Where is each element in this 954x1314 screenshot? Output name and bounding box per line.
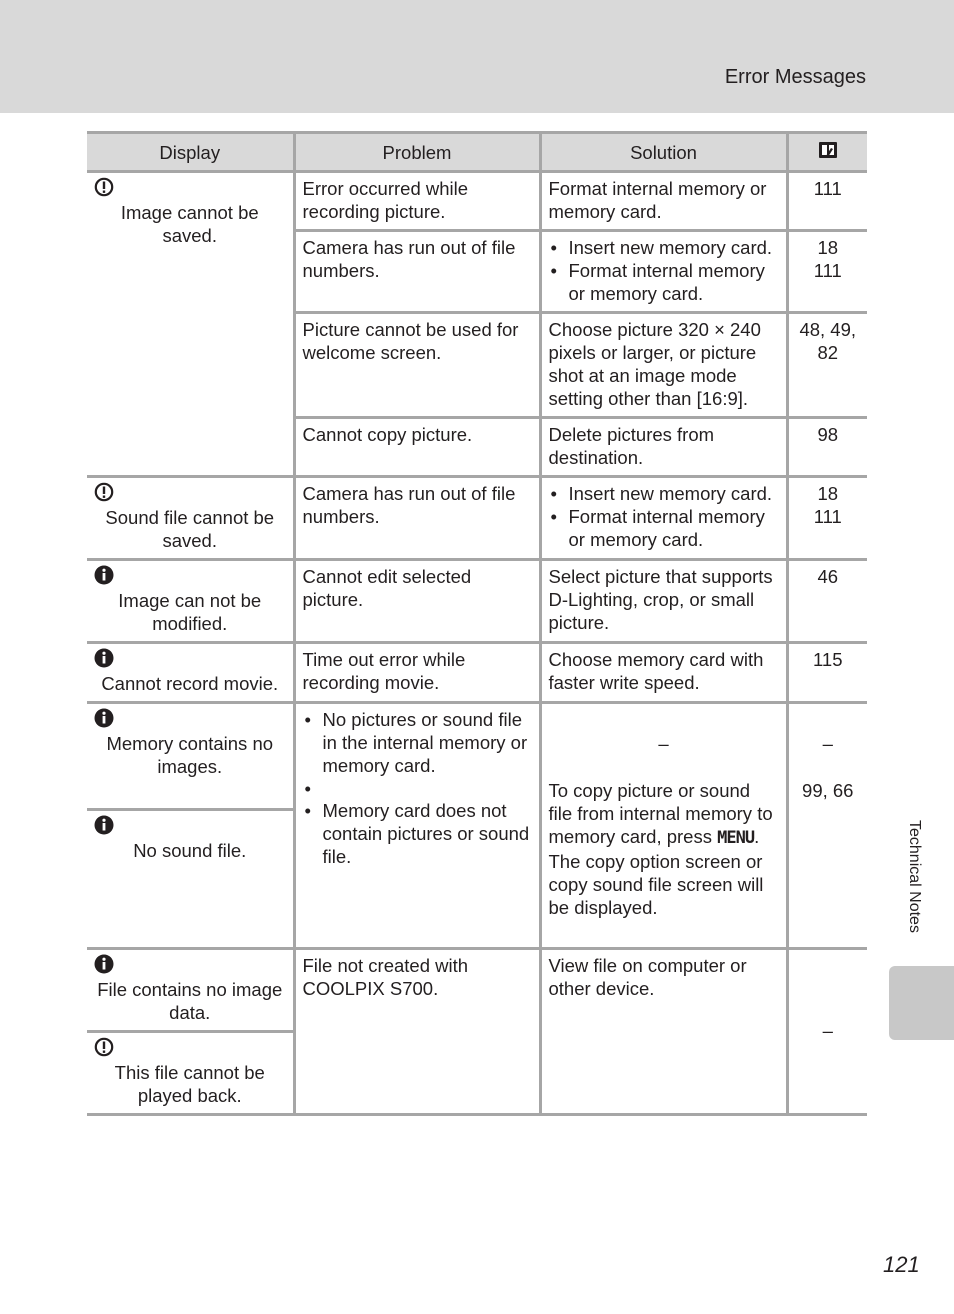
problem-cell: Time out error while recording movie. xyxy=(294,643,540,703)
display-cell xyxy=(87,1032,294,1115)
reference-page: 111 xyxy=(813,506,842,527)
problem-cell: Cannot edit selected picture. xyxy=(294,560,540,643)
reference-cell: 111 xyxy=(787,172,867,231)
column-header-display: Display xyxy=(87,133,294,172)
table-row xyxy=(87,477,867,560)
reference-cell: 46 xyxy=(787,560,867,643)
reference-cell xyxy=(787,313,867,418)
info-icon xyxy=(94,648,114,668)
column-header-solution: Solution xyxy=(540,133,787,172)
problem-bullet: • Memory card does not contain pictures or sound file. xyxy=(303,799,532,868)
column-header-problem: Problem xyxy=(294,133,540,172)
display-cell xyxy=(87,172,294,477)
solution-bullet: • Format internal memory or memory card. xyxy=(549,259,779,305)
solution-dash: – xyxy=(658,733,669,754)
display-message: File contains no image data. xyxy=(97,979,283,1023)
problem-cell: File not created with COOLPIX S700. xyxy=(294,949,540,1115)
solution-copy-instructions: To copy picture or sound file from internal memory to memory card, press MENU. The copy option screen or copy sound file screen will be displayed. xyxy=(548,780,773,918)
info-icon xyxy=(94,954,114,974)
display-cell xyxy=(87,560,294,643)
reference-page: 18 xyxy=(817,237,839,258)
problem-cell: Camera has run out of file numbers. xyxy=(294,231,540,313)
display-cell xyxy=(87,643,294,703)
display-message: Image cannot be saved. xyxy=(120,202,259,246)
warning-icon xyxy=(94,1037,114,1057)
reference-page: – xyxy=(822,733,833,754)
reference-cell xyxy=(787,231,867,313)
error-messages-table xyxy=(87,131,867,1116)
solution-bullet: • Format internal memory or memory card. xyxy=(549,505,779,551)
table-row xyxy=(87,643,867,703)
header-band xyxy=(0,0,954,113)
table-row xyxy=(87,172,867,231)
warning-icon xyxy=(94,177,114,197)
reference-cell xyxy=(787,703,867,949)
solution-cell xyxy=(540,477,787,560)
table-row xyxy=(87,949,867,1032)
table-row xyxy=(87,560,867,643)
reference-cell: 98 xyxy=(787,418,867,477)
warning-icon xyxy=(94,482,114,502)
reference-page: 48, 49, xyxy=(799,319,857,340)
table-row xyxy=(87,703,867,810)
solution-cell xyxy=(540,703,787,949)
reference-page: 99, 66 xyxy=(802,780,854,801)
reference-page: 111 xyxy=(813,260,842,281)
problem-cell: Cannot copy picture. xyxy=(294,418,540,477)
display-message: No sound file. xyxy=(133,840,247,861)
info-icon xyxy=(94,565,114,585)
info-icon xyxy=(94,708,114,728)
problem-cell: Picture cannot be used for welcome screen. xyxy=(294,313,540,418)
solution-cell: Choose picture 320 × 240 pixels or larger, or picture shot at an image mode setting other than [16:9]. xyxy=(540,313,787,418)
problem-bullet: • No pictures or sound file in the internal memory or memory card. xyxy=(303,708,532,777)
solution-cell xyxy=(540,231,787,313)
display-cell xyxy=(87,810,294,949)
solution-bullet: • Insert new memory card. xyxy=(549,482,779,505)
column-header-reference xyxy=(787,133,867,172)
problem-cell: Camera has run out of file numbers. xyxy=(294,477,540,560)
reference-cell: – xyxy=(787,949,867,1115)
display-cell xyxy=(87,703,294,810)
page-number: 121 xyxy=(883,1252,920,1277)
display-message: Sound file cannot be saved. xyxy=(105,507,275,551)
page-header-title: Error Messages xyxy=(724,66,866,88)
menu-button-icon: MENU xyxy=(717,828,755,848)
table-header-row xyxy=(87,133,867,172)
reference-page: 18 xyxy=(817,483,839,504)
info-icon xyxy=(94,815,114,835)
solution-cell: View file on computer or other device. xyxy=(540,949,787,1115)
solution-cell: Select picture that supports D-Lighting, crop, or small picture. xyxy=(540,560,787,643)
solution-bullet: • Insert new memory card. xyxy=(549,236,779,259)
problem-cell xyxy=(294,703,540,949)
display-message: Cannot record movie. xyxy=(101,673,279,694)
display-cell xyxy=(87,477,294,560)
reference-cell xyxy=(787,477,867,560)
display-message: Memory contains no images. xyxy=(106,733,274,777)
solution-cell: Format internal memory or memory card. xyxy=(540,172,787,231)
reference-page: 82 xyxy=(817,342,839,363)
side-tab-label: Technical Notes xyxy=(906,820,923,933)
display-message: This file cannot be played back. xyxy=(114,1062,265,1106)
display-message: Image can not be modified. xyxy=(118,590,262,634)
solution-cell: Choose memory card with faster write speed. xyxy=(540,643,787,703)
side-tab-marker xyxy=(889,966,954,1040)
reference-cell: 115 xyxy=(787,643,867,703)
reference-page-icon xyxy=(818,140,838,160)
problem-cell: Error occurred while recording picture. xyxy=(294,172,540,231)
solution-cell: Delete pictures from destination. xyxy=(540,418,787,477)
display-cell xyxy=(87,949,294,1032)
